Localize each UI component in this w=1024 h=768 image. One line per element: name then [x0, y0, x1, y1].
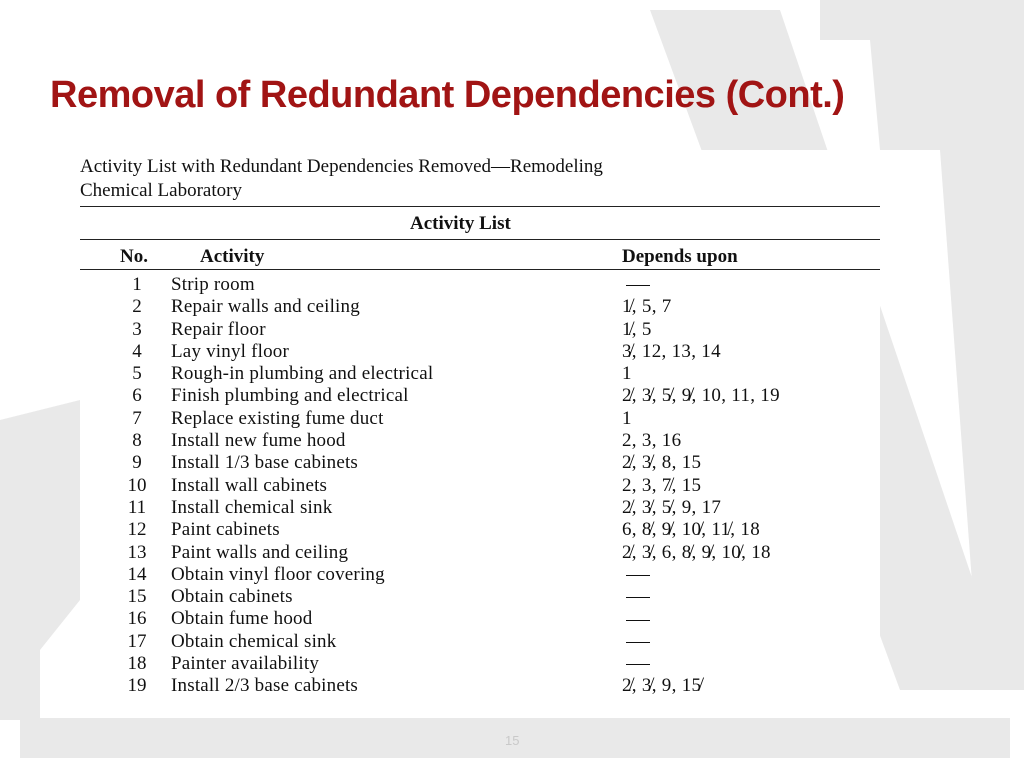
activity-number: 3: [132, 318, 142, 340]
activity-name: Obtain vinyl floor covering: [171, 563, 385, 585]
activity-dependencies: 2̸, 3̸, 5̸, 9̸, 10, 11, 19: [622, 385, 780, 407]
table-row: [80, 675, 880, 697]
activity-name: Install 1/3 base cabinets: [171, 452, 359, 474]
activity-dependencies: [622, 608, 650, 630]
caption-line-1: Activity List with Redundant Dependencies Removed—Remodeling: [80, 156, 603, 177]
activity-rows: [80, 274, 880, 698]
activity-name: Install new fume hood: [171, 430, 346, 452]
activity-name: Install wall cabinets: [171, 474, 328, 496]
activity-name: Paint cabinets: [171, 519, 280, 541]
activity-name: Strip room: [171, 274, 255, 295]
table-row: [80, 608, 880, 630]
activity-number: 9: [132, 452, 142, 474]
activity-number: 14: [127, 563, 147, 585]
activity-name: Paint walls and ceiling: [171, 541, 349, 563]
activity-number: 19: [127, 675, 147, 697]
table-row: [80, 296, 880, 318]
table-row: [80, 542, 880, 564]
activity-dependencies: 2̸, 3̸, 8, 15: [622, 452, 702, 474]
table-caption: [80, 154, 860, 203]
divider-top: [80, 206, 880, 207]
activity-number: 8: [132, 430, 142, 452]
activity-number: 17: [127, 630, 147, 652]
activity-dependencies: 2, 3, 7̸, 15: [622, 474, 702, 496]
table-row: [80, 497, 880, 519]
activity-number: 16: [127, 608, 147, 630]
table-row: [80, 519, 880, 541]
activity-number: 18: [127, 653, 147, 675]
activity-number: 12: [127, 519, 147, 541]
activity-dependencies: [622, 653, 650, 675]
column-header-no: No.: [120, 246, 148, 267]
activity-number: 15: [127, 586, 147, 608]
activity-number: 1: [132, 274, 142, 295]
activity-dependencies: 2̸, 3̸, 6, 8̸, 9̸, 10̸, 18: [622, 541, 771, 563]
activity-dependencies: 2̸, 3̸, 5̸, 9, 17: [622, 496, 722, 518]
table-row: [80, 631, 880, 653]
activity-number: 7: [132, 407, 142, 429]
table-row: [80, 385, 880, 407]
caption-line-2: Chemical Laboratory: [80, 180, 242, 201]
activity-name: Obtain cabinets: [171, 586, 293, 608]
activity-name: Repair floor: [171, 318, 266, 340]
activity-dependencies: 1: [622, 407, 632, 429]
activity-number: 4: [132, 340, 142, 362]
activity-name: Repair walls and ceiling: [171, 296, 360, 318]
activity-dependencies: [622, 274, 650, 296]
activity-name: Install chemical sink: [171, 496, 333, 518]
activity-dependencies: 2̸, 3̸, 9, 15̸: [622, 675, 702, 697]
activity-dependencies: 3̸, 12, 13, 14: [622, 340, 721, 362]
column-header-activity: Activity: [200, 246, 265, 267]
column-header-depends: Depends upon: [622, 246, 738, 267]
activity-number: 6: [132, 385, 142, 407]
table-row: [80, 475, 880, 497]
no-dependency-dash: [626, 597, 650, 598]
no-dependency-dash: [626, 285, 650, 286]
activity-name: Replace existing fume duct: [171, 407, 384, 429]
activity-number: 5: [132, 363, 142, 385]
table-subheading: Activity List: [410, 213, 511, 234]
no-dependency-dash: [626, 575, 650, 576]
activity-name: Obtain fume hood: [171, 608, 313, 630]
table-row: [80, 564, 880, 586]
activity-number: 2: [132, 296, 142, 318]
activity-dependencies: [622, 586, 650, 608]
activity-dependencies: 6, 8̸, 9̸, 10̸, 11̸, 18: [622, 519, 760, 541]
activity-name: Painter availability: [171, 653, 320, 675]
activity-number: 10: [127, 474, 147, 496]
no-dependency-dash: [626, 642, 650, 643]
divider-header: [80, 269, 880, 270]
activity-name: Obtain chemical sink: [171, 630, 337, 652]
activity-name: Finish plumbing and electrical: [171, 385, 409, 407]
activity-dependencies: 2, 3, 16: [622, 430, 682, 452]
table-row: [80, 653, 880, 675]
slide-title: Removal of Redundant Dependencies (Cont.): [50, 74, 845, 116]
activity-dependencies: [622, 631, 650, 653]
table-row: [80, 452, 880, 474]
activity-number: 11: [127, 496, 147, 518]
activity-dependencies: 1: [622, 363, 632, 385]
table-row: [80, 341, 880, 363]
table-row: [80, 430, 880, 452]
no-dependency-dash: [626, 620, 650, 621]
activity-name: Rough-in plumbing and electrical: [171, 363, 434, 385]
activity-dependencies: 1̸, 5, 7: [622, 296, 672, 318]
table-row: [80, 363, 880, 385]
activity-name: Install 2/3 base cabinets: [171, 675, 359, 697]
table-row: [80, 274, 880, 296]
activity-table-scan: [80, 150, 880, 710]
no-dependency-dash: [626, 664, 650, 665]
table-row: [80, 586, 880, 608]
activity-dependencies: [622, 564, 650, 586]
table-row: [80, 319, 880, 341]
table-row: [80, 408, 880, 430]
activity-number: 13: [127, 541, 147, 563]
page-number: 15: [505, 733, 520, 748]
activity-name: Lay vinyl floor: [171, 340, 290, 362]
activity-dependencies: 1̸, 5: [622, 318, 652, 340]
divider-subheading: [80, 239, 880, 240]
